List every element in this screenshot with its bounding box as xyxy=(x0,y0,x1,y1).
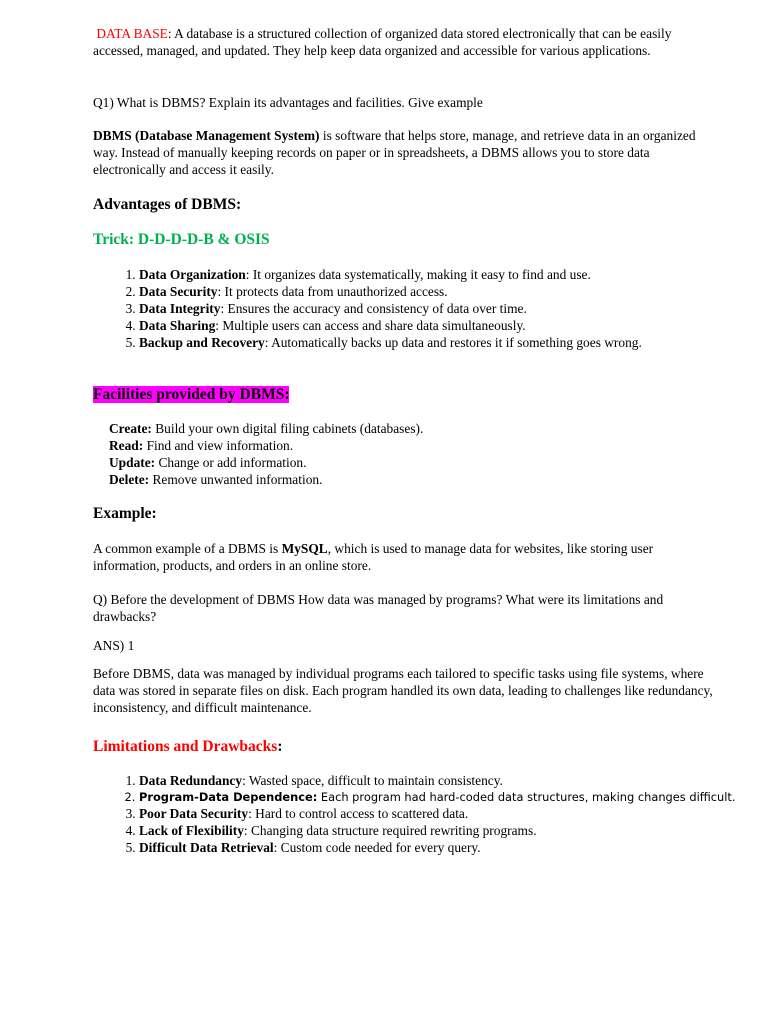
limitations-list xyxy=(93,772,768,856)
item-term: Update: xyxy=(109,455,156,470)
item-term: Program-Data Dependence: xyxy=(139,790,318,804)
item-term: Data Organization xyxy=(139,267,246,282)
list-item xyxy=(139,772,768,789)
item-text: : It protects data from unauthorized access. xyxy=(217,284,448,299)
dbms-term: DBMS (Database Management System) xyxy=(93,128,320,143)
list-item xyxy=(139,300,768,317)
item-text: : Changing data structure required rewriting programs. xyxy=(243,823,537,838)
list-item xyxy=(139,822,768,839)
example-text-post: , which is used to manage data for websites, like storing user information, products, and orders in an online store. xyxy=(93,541,654,573)
item-term: Create: xyxy=(109,421,152,436)
dbms-definition xyxy=(93,127,723,178)
facilities-heading-text: Facilities provided by DBMS: xyxy=(93,386,290,403)
example-text-pre: A common example of a DBMS is xyxy=(93,541,282,556)
item-text: : Multiple users can access and share data simultaneously. xyxy=(215,318,526,333)
item-text: Each program had hard-coded data structures, making changes difficult. xyxy=(317,790,736,804)
item-term: Data Integrity xyxy=(139,301,221,316)
list-item xyxy=(139,334,768,351)
advantages-list xyxy=(93,266,768,351)
limitations-heading-colon: : xyxy=(277,738,283,755)
list-item xyxy=(139,839,768,856)
item-text: : Ensures the accuracy and consistency of data over time. xyxy=(220,301,527,316)
list-item xyxy=(139,805,768,822)
item-text: : Automatically backs up data and restores it if something goes wrong. xyxy=(264,335,642,350)
question-2: Q) Before the development of DBMS How data was managed by programs? What were its limitations and drawbacks? xyxy=(93,592,664,624)
list-item xyxy=(109,454,739,471)
item-text: : Hard to control access to scattered data. xyxy=(248,806,469,821)
item-term: Read: xyxy=(109,438,144,453)
question-1: Q1) What is DBMS? Explain its advantages and facilities. Give example xyxy=(93,95,483,110)
item-text: Remove unwanted information. xyxy=(149,472,323,487)
example-mysql: MySQL xyxy=(281,541,328,556)
item-term: Difficult Data Retrieval xyxy=(139,840,274,855)
list-item xyxy=(139,283,768,300)
item-text: Change or add information. xyxy=(155,455,307,470)
facilities-list xyxy=(93,420,739,488)
item-text: Find and view information. xyxy=(143,438,294,453)
list-item xyxy=(139,317,768,334)
database-definition xyxy=(93,25,723,59)
item-text: : Custom code needed for every query. xyxy=(273,840,481,855)
item-term: Lack of Flexibility xyxy=(139,823,244,838)
database-definition-text: : A database is a structured collection of organized data stored electronically that can be easily accessed, managed, and updated. They help keep data organized and accessible for various applications. xyxy=(93,26,672,58)
list-item xyxy=(109,420,739,437)
list-item xyxy=(109,471,739,488)
example-paragraph xyxy=(93,540,723,574)
answer-label: ANS) 1 xyxy=(93,638,135,653)
list-item xyxy=(139,789,768,805)
limitations-heading-text: Limitations and Drawbacks xyxy=(93,738,278,755)
item-text: : It organizes data systematically, making it easy to find and use. xyxy=(245,267,591,282)
item-text: Build your own digital filing cabinets (databases). xyxy=(151,421,424,436)
item-term: Data Redundancy xyxy=(139,773,243,788)
advantages-heading: Advantages of DBMS: xyxy=(93,196,242,213)
item-term: Data Sharing xyxy=(139,318,216,333)
trick-heading: Trick: D-D-D-D-B & OSIS xyxy=(93,231,270,248)
item-text: : Wasted space, difficult to maintain consistency. xyxy=(242,773,503,788)
item-term: Data Security xyxy=(139,284,218,299)
list-item xyxy=(139,266,768,283)
before-dbms-paragraph: Before DBMS, data was managed by individual programs each tailored to specific tasks using file systems, where data was stored in separate files on disk. Each program handled its own data, leading to challenges like redundancy, inconsistency, and difficult maintenance. xyxy=(93,666,713,715)
list-item xyxy=(109,437,739,454)
limitations-heading xyxy=(93,737,723,756)
database-term: DATA BASE xyxy=(96,26,168,41)
item-term: Delete: xyxy=(109,472,150,487)
dbms-definition-text: is software that helps store, manage, and retrieve data in an organized way. Instead of manually keeping records on paper or in spreadsheets, a DBMS allows you to store data electronically and access it easily. xyxy=(93,128,696,177)
example-heading: Example: xyxy=(93,505,157,522)
item-term: Backup and Recovery xyxy=(139,335,265,350)
item-term: Poor Data Security xyxy=(139,806,249,821)
facilities-heading xyxy=(93,385,723,404)
